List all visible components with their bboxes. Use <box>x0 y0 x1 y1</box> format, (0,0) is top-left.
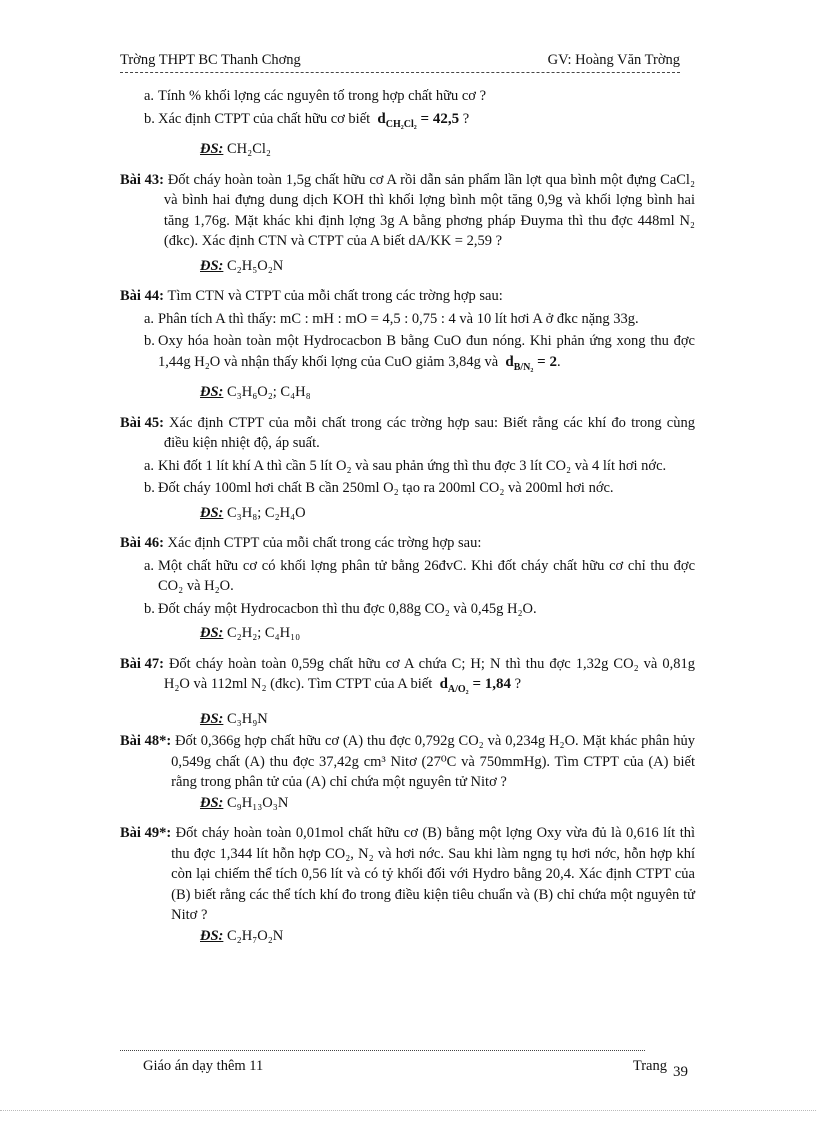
answer-46: ĐS: C₂H₂; C₄H₁₀ <box>200 625 301 641</box>
density-formula: $d_{B/N_2} = 2$ <box>505 353 557 373</box>
answer-47: ĐS: C₃H₉N <box>200 710 268 727</box>
problem-45-a: a. Khi đốt 1 lít khí A thì cần 5 lít O₂ và sau phản ứng thì thu đợc 3 lít CO₂ và 4 lít hơi nớc. <box>144 457 667 474</box>
problem-44: Bài 44: Tìm CTN và CTPT của mỗi chất trong các trờng hợp sau: <box>120 288 503 304</box>
problem-48: Bài 48*: Đốt 0,366g hợp chất hữu cơ (A) thu đợc 0,792g CO₂ và 0,234g H₂O. Mặt khác phân hủy 0,549g chất (A) thu đợc 37,42g cm³ Nitơ (27⁰C và 750mmHg). Tìm CTPT của (A) biết rằng trong phân tử của (A) chỉ chứa một nguyên tử Nitơ ? <box>120 733 695 790</box>
problem-46-b: b. Đốt cháy một Hydrocacbon thì thu đợc 0,88g CO₂ và 0,45g H₂O. <box>144 600 537 617</box>
problem-44-b: b. Oxy hóa hoàn toàn một Hydrocacbon B bằng CuO đun nóng. Khi phản ứng xong thu đợc 1,44g H₂O và nhận thấy khối lợng của CuO giảm 3,84g và $d_{B/N_2} = 2$. <box>144 333 695 373</box>
problem-45: Bài 45: Xác định CTPT của mỗi chất trong các trờng hợp sau: Biết rằng các khí đo trong cùng điều kiện nhiệt độ, áp suất. <box>120 414 695 451</box>
header-teacher: GV: Hoàng Văn Trờng <box>547 52 680 68</box>
density-formula: $d_{CH_2Cl_2} = 42,5$ <box>377 110 460 130</box>
problem-42-a: a. Tính % khối lợng các nguyên tố trong hợp chất hữu cơ ? <box>144 88 487 104</box>
density-formula: $d_{A/O_2} = 1,84$ <box>439 676 511 695</box>
answer-42: ĐS: CH₂Cl₂ <box>200 141 271 157</box>
header-school: Trờng THPT BC Thanh Chơng <box>120 52 301 68</box>
problem-46: Bài 46: Xác định CTPT của mỗi chất trong các trờng hợp sau: <box>120 535 482 551</box>
page-edge <box>0 1110 816 1111</box>
answer-49: ĐS: C₂H₇O₂N <box>200 927 284 944</box>
problem-46-a: a. Một chất hữu cơ có khối lợng phân tử bằng 26đvC. Khi đốt cháy chất hữu cơ chỉ thu đợc CO₂ và H₂O. <box>144 557 695 594</box>
answer-44: ĐS: C₃H₆O₂; C₄H₈ <box>200 384 311 400</box>
problem-49: Bài 49*: Đốt cháy hoàn toàn 0,01mol chất hữu cơ (B) bằng một lợng Oxy vừa đủ là 0,616 lít thì thu đợc 1,344 lít hỗn hợp CO₂, N₂ và hơi nớc. Sau khi làm ngng tụ hơi nớc, hỗn hợp khí còn lại chiếm thể tích 0,56 lít và có tỷ khối đối với Hydro bằng 20,4. Xác định CTPT của (B) biết rằng các thể tích khí đo trong điều kiện tiêu chuẩn và (B) chỉ chứa một nguyên tử Nitơ ? <box>120 825 696 923</box>
answer-43: ĐS: C₂H₅O₂N <box>200 257 284 274</box>
page-footer <box>143 1058 688 1082</box>
problem-43: Bài 43: Đốt cháy hoàn toàn 1,5g chất hữu cơ A rồi dẫn sản phẩm lần lợt qua bình một đựng CaCl₂ và bình hai đựng dung dịch KOH thì khối lợng bình một tăng 0,9g và khối lợng bình hai tăng 1,76g. Mặt khác khi định lợng 3g A bằng phơng pháp Đuyma thì thu đợc 448ml N₂ (đkc). Xác định CTN và CTPT của A biết dA/KK = 2,59 ? <box>120 171 696 249</box>
problem-45-b: b. Đốt cháy 100ml hơi chất B cần 250ml O₂ tạo ra 200ml CO₂ và 200ml hơi nớc. <box>144 480 614 496</box>
page-header <box>120 52 680 72</box>
answer-48: ĐS: C₉H₁₃O₃N <box>200 794 289 811</box>
footer-divider <box>120 1050 645 1051</box>
page-content <box>120 84 695 946</box>
problem-47: Bài 47: Đốt cháy hoàn toàn 0,59g chất hữu cơ A chứa C; H; N thì thu đợc 1,32g CO₂ và 0,81g H₂O và 112ml N₂ (đkc). Tìm CTPT của A biết $d_{A/O_2} = 1,84$ ? <box>120 655 696 695</box>
footer-title: Giáo án dạy thêm 11 <box>143 1058 264 1074</box>
problem-42 <box>120 86 695 160</box>
problem-44-a: a. Phân tích A thì thấy: mC : mH : mO = 4,5 : 0,75 : 4 và 10 lít hơi A ở đkc nặng 33g. <box>144 310 639 327</box>
problem-42-b: b. Xác định CTPT của chất hữu cơ biết $d_{CH_2Cl_2} = 42,5$ ? <box>144 110 470 130</box>
header-divider <box>120 72 680 73</box>
answer-45: ĐS: C₃H₈; C₂H₄O <box>200 504 306 521</box>
footer-page-label: Trang <box>632 1058 667 1074</box>
page-number: 39 <box>673 1064 688 1080</box>
